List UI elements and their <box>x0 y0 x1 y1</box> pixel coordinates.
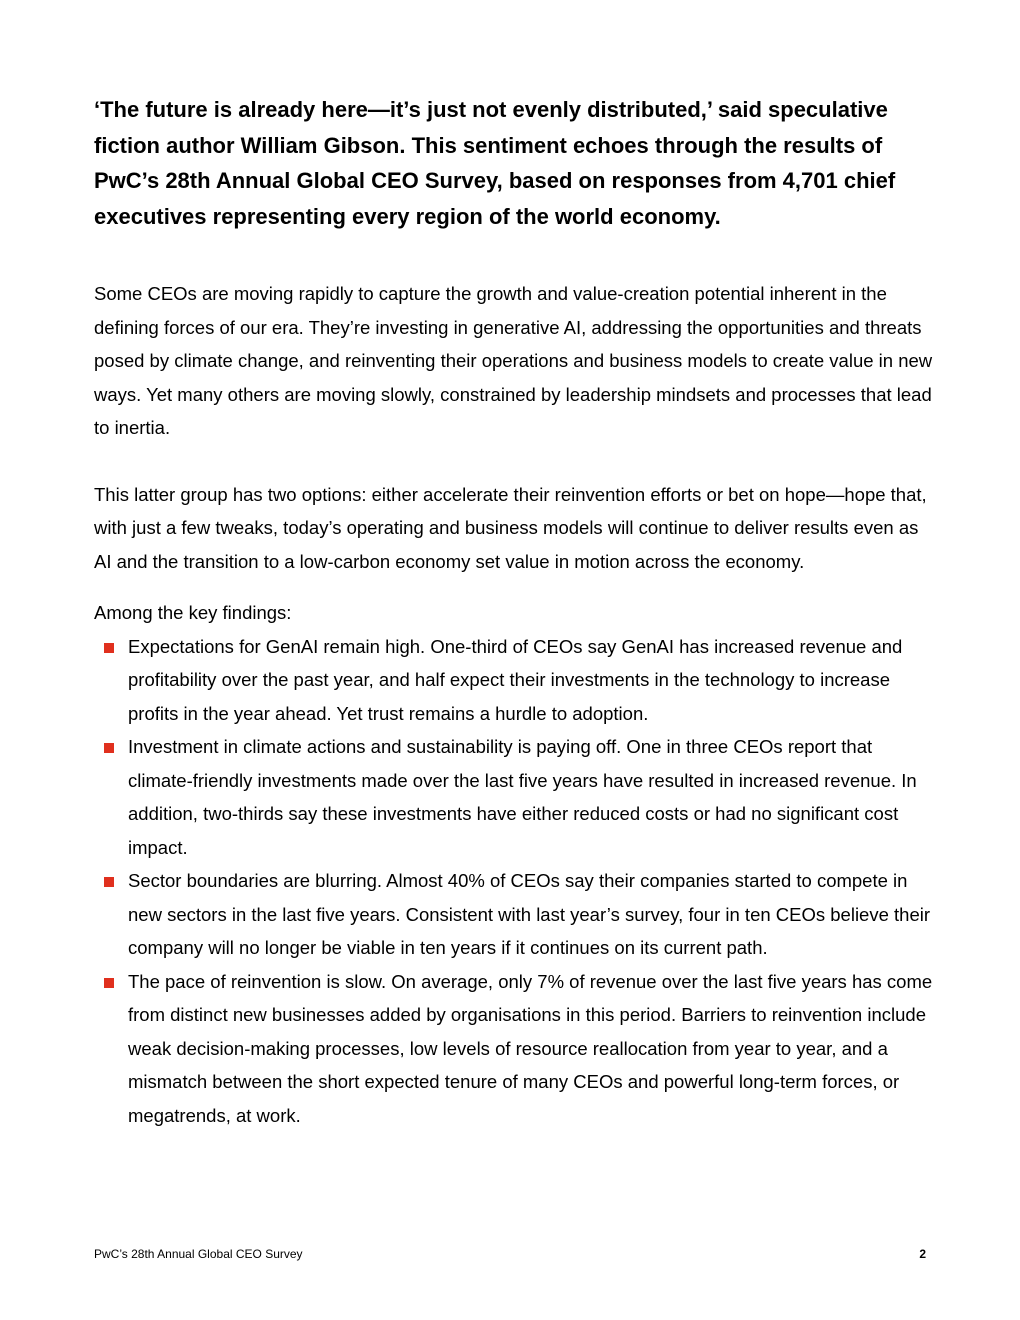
findings-intro: Among the key findings: <box>94 602 292 623</box>
square-bullet-icon <box>104 743 114 753</box>
square-bullet-icon <box>104 643 114 653</box>
document-page <box>94 88 934 1132</box>
list-item <box>94 730 934 864</box>
finding-text: Investment in climate actions and sustainability is paying off. One in three CEOs report that climate-friendly investments made over the last five years have resulted in increased revenue. In addition, two-thirds say these investments have either reduced costs or had no significant cost impact. <box>128 736 917 858</box>
body-paragraph-2: This latter group has two options: either accelerate their reinvention efforts or bet on hope—hope that, with just a few tweaks, today’s operating and business models will continue to deliver results even as AI and the transition to a low-carbon economy set value in motion across the economy. <box>94 483 927 572</box>
list-item <box>94 630 934 731</box>
finding-text: Expectations for GenAI remain high. One-third of CEOs say GenAI has increased revenue and profitability over the past year, and half expect their investments in the technology to increase profits in the year ahead. Yet trust remains a hurdle to adoption. <box>128 635 903 724</box>
square-bullet-icon <box>104 877 114 887</box>
body-paragraph-1: Some CEOs are moving rapidly to capture the growth and value-creation potential inherent in the defining forces of our era. They’re investing in generative AI, addressing the opportunities and threats posed by climate change, and reinventing their operations and business models to create value in new ways. Yet many others are moving slowly, constrained by leadership mindsets and processes that lead to inertia. <box>94 283 933 438</box>
findings-list <box>94 630 934 1133</box>
list-item <box>94 864 934 965</box>
lead-paragraph: ‘The future is already here—it’s just not evenly distributed,’ said speculative fiction author William Gibson. This sentiment echoes through the results of PwC’s 28th Annual Global CEO Survey, based on responses from 4,701 chief executives representing every region of the world economy. <box>94 97 896 229</box>
footer-title: PwC’s 28th Annual Global CEO Survey <box>94 1247 303 1261</box>
list-item <box>94 965 934 1133</box>
finding-text: Sector boundaries are blurring. Almost 40% of CEOs say their companies started to compete in new sectors in the last five years. Consistent with last year’s survey, four in ten CEOs believe their company will no longer be viable in ten years if it continues on its current path. <box>128 870 931 958</box>
page-number: 2 <box>919 1247 926 1261</box>
square-bullet-icon <box>104 978 114 988</box>
finding-text: The pace of reinvention is slow. On average, only 7% of revenue over the last five years has come from distinct new businesses added by organisations in this period. Barriers to reinvention include weak decision-making processes, low levels of resource reallocation from year to year, and a mismatch between the short expected tenure of many CEOs and powerful long-term forces, or megatrends, at work. <box>128 970 933 1126</box>
